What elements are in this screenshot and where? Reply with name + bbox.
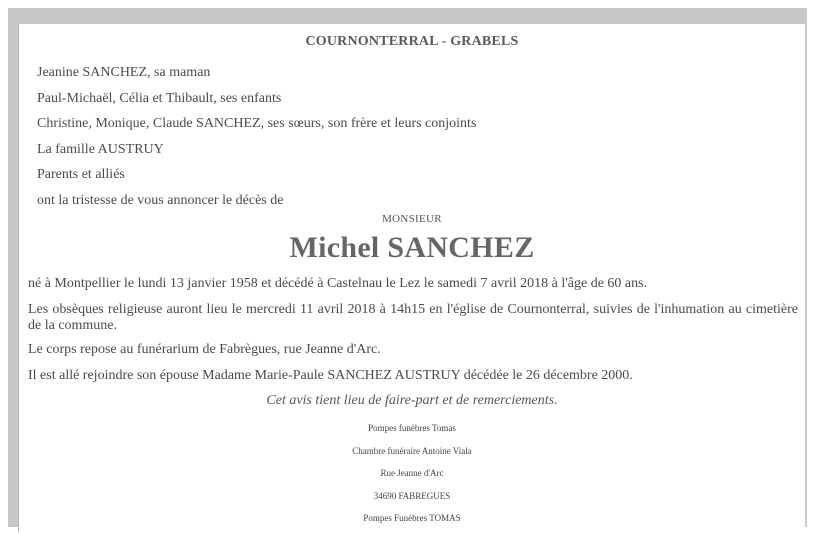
birth-death-paragraph: né à Montpellier le lundi 13 janvier 1958 et décédé à Castelnau le Lez le samedi 7 avril 2018 à l'âge de 60 ans. bbox=[28, 276, 648, 291]
funeral-paragraph: Les obsèques religieuse auront lieu le mercredi 11 avril 2018 à 14h15 en l'église de Cournonterral, suivies de l'inhumation au cimetière de la commune. bbox=[28, 302, 798, 333]
family-line: La famille AUSTRUY bbox=[37, 141, 164, 157]
family-list bbox=[37, 60, 476, 213]
deceased-name: Michel SANCHEZ bbox=[289, 231, 535, 264]
deceased-title: MONSIEUR bbox=[382, 213, 442, 225]
footer-line: Rue Jeanne d'Arc bbox=[380, 468, 444, 479]
family-line: Jeanine SANCHEZ, sa maman bbox=[37, 65, 211, 80]
rest-location-paragraph: Le corps repose au funérarium de Fabrègues, rue Jeanne d'Arc. bbox=[28, 342, 381, 357]
footer-line: Pompes Funèbres TOMAS bbox=[363, 513, 461, 524]
funeral-home-footer bbox=[19, 421, 805, 534]
closing-note: Cet avis tient lieu de faire-part et de remerciements. bbox=[266, 393, 558, 408]
family-line: Paul-Michaël, Célia et Thibault, ses enfants bbox=[37, 90, 282, 106]
notice-frame bbox=[8, 8, 807, 527]
family-line: ont la tristesse de vous annoncer le décès de bbox=[37, 192, 284, 208]
family-line: Christine, Monique, Claude SANCHEZ, ses sœurs, son frère et leurs conjoints bbox=[37, 116, 477, 131]
death-notice-card bbox=[18, 24, 805, 532]
family-line: Parents et alliés bbox=[37, 167, 125, 182]
footer-line: Chambre funéraire Antoine Viala bbox=[352, 445, 472, 456]
footer-line: 34690 FABREGUES bbox=[373, 490, 451, 501]
footer-line: Pompes funèbres Tomas bbox=[368, 423, 456, 433]
spouse-paragraph: Il est allé rejoindre son épouse Madame Marie-Paule SANCHEZ AUSTRUY décédée le 26 décembre 2000. bbox=[28, 368, 633, 383]
locality-heading: COURNONTERRAL - GRABELS bbox=[305, 34, 519, 49]
